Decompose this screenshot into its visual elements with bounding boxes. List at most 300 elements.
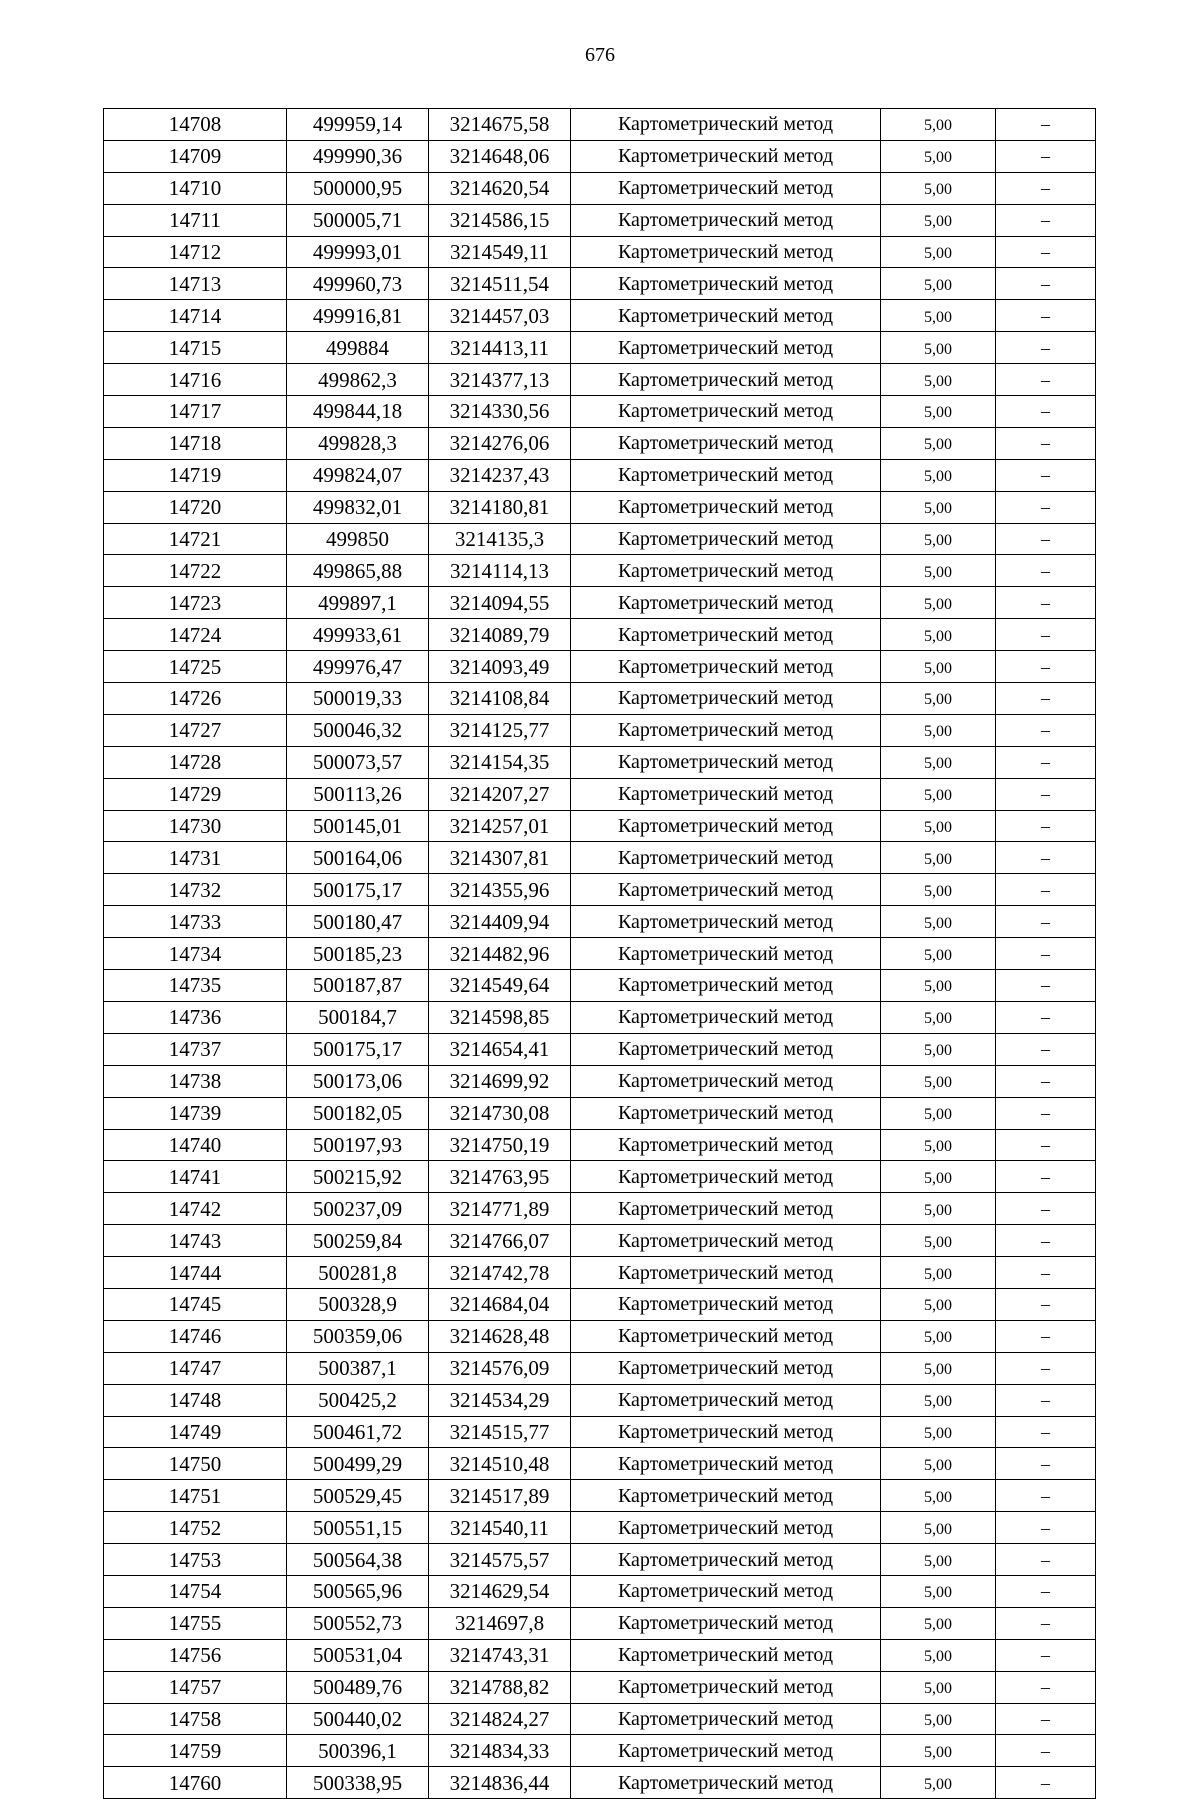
method-cell: Картометрический метод <box>571 1001 881 1033</box>
note-cell: – <box>996 332 1096 364</box>
y-coordinate-cell: 3214515,77 <box>429 1416 571 1448</box>
y-coordinate-cell: 3214763,95 <box>429 1161 571 1193</box>
x-coordinate-cell: 500019,33 <box>287 683 429 715</box>
accuracy-cell: 5,00 <box>881 1512 996 1544</box>
table-row <box>104 1033 1096 1065</box>
x-coordinate-cell: 499993,01 <box>287 236 429 268</box>
method-cell: Картометрический метод <box>571 300 881 332</box>
method-cell: Картометрический метод <box>571 1352 881 1384</box>
note-cell: – <box>996 1288 1096 1320</box>
y-coordinate-cell: 3214836,44 <box>429 1767 571 1799</box>
point-number-cell: 14744 <box>104 1257 287 1289</box>
accuracy-cell: 5,00 <box>881 491 996 523</box>
x-coordinate-cell: 500175,17 <box>287 874 429 906</box>
method-cell: Картометрический метод <box>571 778 881 810</box>
note-cell: – <box>996 651 1096 683</box>
point-number-cell: 14730 <box>104 810 287 842</box>
point-number-cell: 14749 <box>104 1416 287 1448</box>
table-row <box>104 1065 1096 1097</box>
note-cell: – <box>996 587 1096 619</box>
note-cell: – <box>996 523 1096 555</box>
y-coordinate-cell: 3214824,27 <box>429 1703 571 1735</box>
x-coordinate-cell: 500425,2 <box>287 1384 429 1416</box>
note-cell: – <box>996 268 1096 300</box>
y-coordinate-cell: 3214549,64 <box>429 970 571 1002</box>
note-cell: – <box>996 1767 1096 1799</box>
method-cell: Картометрический метод <box>571 1575 881 1607</box>
x-coordinate-cell: 500489,76 <box>287 1671 429 1703</box>
x-coordinate-cell: 499844,18 <box>287 396 429 428</box>
note-cell: – <box>996 1575 1096 1607</box>
y-coordinate-cell: 3214598,85 <box>429 1001 571 1033</box>
note-cell: – <box>996 1384 1096 1416</box>
point-number-cell: 14735 <box>104 970 287 1002</box>
note-cell: – <box>996 1448 1096 1480</box>
y-coordinate-cell: 3214135,3 <box>429 523 571 555</box>
note-cell: – <box>996 1257 1096 1289</box>
x-coordinate-cell: 500338,95 <box>287 1767 429 1799</box>
method-cell: Картометрический метод <box>571 1703 881 1735</box>
method-cell: Картометрический метод <box>571 1480 881 1512</box>
y-coordinate-cell: 3214409,94 <box>429 906 571 938</box>
point-number-cell: 14745 <box>104 1288 287 1320</box>
method-cell: Картометрический метод <box>571 587 881 619</box>
x-coordinate-cell: 500551,15 <box>287 1512 429 1544</box>
y-coordinate-cell: 3214094,55 <box>429 587 571 619</box>
note-cell: – <box>996 714 1096 746</box>
note-cell: – <box>996 364 1096 396</box>
note-cell: – <box>996 683 1096 715</box>
accuracy-cell: 5,00 <box>881 300 996 332</box>
point-number-cell: 14751 <box>104 1480 287 1512</box>
note-cell: – <box>996 140 1096 172</box>
x-coordinate-cell: 500281,8 <box>287 1257 429 1289</box>
accuracy-cell: 5,00 <box>881 1161 996 1193</box>
method-cell: Картометрический метод <box>571 714 881 746</box>
x-coordinate-cell: 499884 <box>287 332 429 364</box>
table-row <box>104 1320 1096 1352</box>
point-number-cell: 14721 <box>104 523 287 555</box>
table-row <box>104 1607 1096 1639</box>
point-number-cell: 14726 <box>104 683 287 715</box>
x-coordinate-cell: 500175,17 <box>287 1033 429 1065</box>
point-number-cell: 14759 <box>104 1735 287 1767</box>
note-cell: – <box>996 1607 1096 1639</box>
point-number-cell: 14727 <box>104 714 287 746</box>
table-row <box>104 842 1096 874</box>
y-coordinate-cell: 3214510,48 <box>429 1448 571 1480</box>
method-cell: Картометрический метод <box>571 1639 881 1671</box>
point-number-cell: 14711 <box>104 204 287 236</box>
y-coordinate-cell: 3214629,54 <box>429 1575 571 1607</box>
x-coordinate-cell: 500259,84 <box>287 1225 429 1257</box>
method-cell: Картометрический метод <box>571 842 881 874</box>
note-cell: – <box>996 1352 1096 1384</box>
accuracy-cell: 5,00 <box>881 1352 996 1384</box>
note-cell: – <box>996 172 1096 204</box>
x-coordinate-cell: 500565,96 <box>287 1575 429 1607</box>
method-cell: Картометрический метод <box>571 1544 881 1576</box>
accuracy-cell: 5,00 <box>881 523 996 555</box>
table-row <box>104 1703 1096 1735</box>
y-coordinate-cell: 3214684,04 <box>429 1288 571 1320</box>
y-coordinate-cell: 3214330,56 <box>429 396 571 428</box>
point-number-cell: 14724 <box>104 619 287 651</box>
accuracy-cell: 5,00 <box>881 714 996 746</box>
point-number-cell: 14716 <box>104 364 287 396</box>
table-row <box>104 906 1096 938</box>
point-number-cell: 14752 <box>104 1512 287 1544</box>
table-row <box>104 1257 1096 1289</box>
x-coordinate-cell: 500046,32 <box>287 714 429 746</box>
point-number-cell: 14713 <box>104 268 287 300</box>
table-row <box>104 778 1096 810</box>
accuracy-cell: 5,00 <box>881 1001 996 1033</box>
method-cell: Картометрический метод <box>571 1225 881 1257</box>
method-cell: Картометрический метод <box>571 906 881 938</box>
note-cell: – <box>996 746 1096 778</box>
accuracy-cell: 5,00 <box>881 1639 996 1671</box>
y-coordinate-cell: 3214511,54 <box>429 268 571 300</box>
table-row <box>104 1288 1096 1320</box>
accuracy-cell: 5,00 <box>881 1575 996 1607</box>
x-coordinate-cell: 499959,14 <box>287 109 429 141</box>
method-cell: Картометрический метод <box>571 1735 881 1767</box>
y-coordinate-cell: 3214413,11 <box>429 332 571 364</box>
accuracy-cell: 5,00 <box>881 364 996 396</box>
point-number-cell: 14750 <box>104 1448 287 1480</box>
point-number-cell: 14747 <box>104 1352 287 1384</box>
x-coordinate-cell: 500461,72 <box>287 1416 429 1448</box>
accuracy-cell: 5,00 <box>881 1288 996 1320</box>
x-coordinate-cell: 500440,02 <box>287 1703 429 1735</box>
x-coordinate-cell: 500187,87 <box>287 970 429 1002</box>
accuracy-cell: 5,00 <box>881 938 996 970</box>
y-coordinate-cell: 3214093,49 <box>429 651 571 683</box>
y-coordinate-cell: 3214699,92 <box>429 1065 571 1097</box>
table-row <box>104 1352 1096 1384</box>
y-coordinate-cell: 3214482,96 <box>429 938 571 970</box>
x-coordinate-cell: 500173,06 <box>287 1065 429 1097</box>
note-cell: – <box>996 906 1096 938</box>
point-number-cell: 14736 <box>104 1001 287 1033</box>
accuracy-cell: 5,00 <box>881 204 996 236</box>
accuracy-cell: 5,00 <box>881 651 996 683</box>
method-cell: Картометрический метод <box>571 1512 881 1544</box>
table-row <box>104 1161 1096 1193</box>
accuracy-cell: 5,00 <box>881 810 996 842</box>
table-row <box>104 523 1096 555</box>
note-cell: – <box>996 874 1096 906</box>
note-cell: – <box>996 938 1096 970</box>
table-row <box>104 1575 1096 1607</box>
point-number-cell: 14755 <box>104 1607 287 1639</box>
note-cell: – <box>996 1544 1096 1576</box>
coordinates-table <box>103 108 1096 1799</box>
x-coordinate-cell: 500145,01 <box>287 810 429 842</box>
note-cell: – <box>996 1480 1096 1512</box>
accuracy-cell: 5,00 <box>881 332 996 364</box>
x-coordinate-cell: 500215,92 <box>287 1161 429 1193</box>
method-cell: Картометрический метод <box>571 396 881 428</box>
method-cell: Картометрический метод <box>571 1288 881 1320</box>
accuracy-cell: 5,00 <box>881 1544 996 1576</box>
note-cell: – <box>996 1416 1096 1448</box>
y-coordinate-cell: 3214307,81 <box>429 842 571 874</box>
table-row <box>104 714 1096 746</box>
x-coordinate-cell: 500499,29 <box>287 1448 429 1480</box>
x-coordinate-cell: 500113,26 <box>287 778 429 810</box>
y-coordinate-cell: 3214237,43 <box>429 459 571 491</box>
table-row <box>104 874 1096 906</box>
table-row <box>104 109 1096 141</box>
method-cell: Картометрический метод <box>571 459 881 491</box>
y-coordinate-cell: 3214730,08 <box>429 1097 571 1129</box>
method-cell: Картометрический метод <box>571 1384 881 1416</box>
method-cell: Картометрический метод <box>571 172 881 204</box>
y-coordinate-cell: 3214788,82 <box>429 1671 571 1703</box>
method-cell: Картометрический метод <box>571 1320 881 1352</box>
accuracy-cell: 5,00 <box>881 555 996 587</box>
accuracy-cell: 5,00 <box>881 427 996 459</box>
note-cell: – <box>996 970 1096 1002</box>
x-coordinate-cell: 500531,04 <box>287 1639 429 1671</box>
point-number-cell: 14718 <box>104 427 287 459</box>
y-coordinate-cell: 3214834,33 <box>429 1735 571 1767</box>
method-cell: Картометрический метод <box>571 332 881 364</box>
table-row <box>104 396 1096 428</box>
accuracy-cell: 5,00 <box>881 1767 996 1799</box>
method-cell: Картометрический метод <box>571 1161 881 1193</box>
accuracy-cell: 5,00 <box>881 874 996 906</box>
x-coordinate-cell: 500073,57 <box>287 746 429 778</box>
x-coordinate-cell: 499828,3 <box>287 427 429 459</box>
point-number-cell: 14719 <box>104 459 287 491</box>
table-row <box>104 332 1096 364</box>
x-coordinate-cell: 499862,3 <box>287 364 429 396</box>
accuracy-cell: 5,00 <box>881 140 996 172</box>
x-coordinate-cell: 500328,9 <box>287 1288 429 1320</box>
table-row <box>104 459 1096 491</box>
point-number-cell: 14720 <box>104 491 287 523</box>
note-cell: – <box>996 619 1096 651</box>
method-cell: Картометрический метод <box>571 204 881 236</box>
note-cell: – <box>996 1097 1096 1129</box>
point-number-cell: 14737 <box>104 1033 287 1065</box>
note-cell: – <box>996 778 1096 810</box>
accuracy-cell: 5,00 <box>881 587 996 619</box>
coordinates-table-body <box>104 109 1096 1799</box>
method-cell: Картометрический метод <box>571 1257 881 1289</box>
method-cell: Картометрический метод <box>571 810 881 842</box>
method-cell: Картометрический метод <box>571 555 881 587</box>
point-number-cell: 14742 <box>104 1193 287 1225</box>
point-number-cell: 14714 <box>104 300 287 332</box>
note-cell: – <box>996 555 1096 587</box>
accuracy-cell: 5,00 <box>881 109 996 141</box>
note-cell: – <box>996 1639 1096 1671</box>
table-row <box>104 1193 1096 1225</box>
y-coordinate-cell: 3214620,54 <box>429 172 571 204</box>
table-row <box>104 651 1096 683</box>
note-cell: – <box>996 1161 1096 1193</box>
y-coordinate-cell: 3214355,96 <box>429 874 571 906</box>
x-coordinate-cell: 500197,93 <box>287 1129 429 1161</box>
method-cell: Картометрический метод <box>571 1767 881 1799</box>
x-coordinate-cell: 499832,01 <box>287 491 429 523</box>
table-row <box>104 1480 1096 1512</box>
method-cell: Картометрический метод <box>571 746 881 778</box>
point-number-cell: 14710 <box>104 172 287 204</box>
point-number-cell: 14758 <box>104 1703 287 1735</box>
note-cell: – <box>996 491 1096 523</box>
note-cell: – <box>996 1065 1096 1097</box>
y-coordinate-cell: 3214743,31 <box>429 1639 571 1671</box>
accuracy-cell: 5,00 <box>881 1671 996 1703</box>
x-coordinate-cell: 500180,47 <box>287 906 429 938</box>
x-coordinate-cell: 500184,7 <box>287 1001 429 1033</box>
note-cell: – <box>996 236 1096 268</box>
method-cell: Картометрический метод <box>571 683 881 715</box>
y-coordinate-cell: 3214089,79 <box>429 619 571 651</box>
method-cell: Картометрический метод <box>571 1033 881 1065</box>
note-cell: – <box>996 1225 1096 1257</box>
accuracy-cell: 5,00 <box>881 1607 996 1639</box>
point-number-cell: 14757 <box>104 1671 287 1703</box>
point-number-cell: 14741 <box>104 1161 287 1193</box>
table-row <box>104 1384 1096 1416</box>
x-coordinate-cell: 499976,47 <box>287 651 429 683</box>
table-row <box>104 364 1096 396</box>
point-number-cell: 14740 <box>104 1129 287 1161</box>
point-number-cell: 14728 <box>104 746 287 778</box>
y-coordinate-cell: 3214575,57 <box>429 1544 571 1576</box>
note-cell: – <box>996 1735 1096 1767</box>
note-cell: – <box>996 109 1096 141</box>
note-cell: – <box>996 1320 1096 1352</box>
method-cell: Картометрический метод <box>571 619 881 651</box>
x-coordinate-cell: 500564,38 <box>287 1544 429 1576</box>
accuracy-cell: 5,00 <box>881 683 996 715</box>
point-number-cell: 14709 <box>104 140 287 172</box>
accuracy-cell: 5,00 <box>881 778 996 810</box>
y-coordinate-cell: 3214766,07 <box>429 1225 571 1257</box>
method-cell: Картометрический метод <box>571 970 881 1002</box>
point-number-cell: 14756 <box>104 1639 287 1671</box>
accuracy-cell: 5,00 <box>881 1320 996 1352</box>
method-cell: Картометрический метод <box>571 1416 881 1448</box>
method-cell: Картометрический метод <box>571 1065 881 1097</box>
x-coordinate-cell: 500000,95 <box>287 172 429 204</box>
table-row <box>104 427 1096 459</box>
table-row <box>104 555 1096 587</box>
table-row <box>104 1416 1096 1448</box>
y-coordinate-cell: 3214540,11 <box>429 1512 571 1544</box>
note-cell: – <box>996 1001 1096 1033</box>
x-coordinate-cell: 499824,07 <box>287 459 429 491</box>
method-cell: Картометрический метод <box>571 651 881 683</box>
x-coordinate-cell: 500387,1 <box>287 1352 429 1384</box>
point-number-cell: 14753 <box>104 1544 287 1576</box>
method-cell: Картометрический метод <box>571 364 881 396</box>
page-number: 676 <box>585 44 615 66</box>
note-cell: – <box>996 459 1096 491</box>
table-row <box>104 236 1096 268</box>
y-coordinate-cell: 3214586,15 <box>429 204 571 236</box>
table-row <box>104 140 1096 172</box>
table-row <box>104 683 1096 715</box>
y-coordinate-cell: 3214108,84 <box>429 683 571 715</box>
y-coordinate-cell: 3214125,77 <box>429 714 571 746</box>
method-cell: Картометрический метод <box>571 523 881 555</box>
note-cell: – <box>996 842 1096 874</box>
y-coordinate-cell: 3214457,03 <box>429 300 571 332</box>
y-coordinate-cell: 3214549,11 <box>429 236 571 268</box>
accuracy-cell: 5,00 <box>881 172 996 204</box>
x-coordinate-cell: 499865,88 <box>287 555 429 587</box>
accuracy-cell: 5,00 <box>881 1257 996 1289</box>
y-coordinate-cell: 3214654,41 <box>429 1033 571 1065</box>
y-coordinate-cell: 3214648,06 <box>429 140 571 172</box>
table-row <box>104 619 1096 651</box>
y-coordinate-cell: 3214257,01 <box>429 810 571 842</box>
y-coordinate-cell: 3214534,29 <box>429 1384 571 1416</box>
note-cell: – <box>996 427 1096 459</box>
point-number-cell: 14732 <box>104 874 287 906</box>
table-row <box>104 491 1096 523</box>
method-cell: Картометрический метод <box>571 938 881 970</box>
method-cell: Картометрический метод <box>571 140 881 172</box>
table-row <box>104 970 1096 1002</box>
y-coordinate-cell: 3214517,89 <box>429 1480 571 1512</box>
table-row <box>104 938 1096 970</box>
note-cell: – <box>996 1512 1096 1544</box>
point-number-cell: 14760 <box>104 1767 287 1799</box>
x-coordinate-cell: 499933,61 <box>287 619 429 651</box>
table-row <box>104 1671 1096 1703</box>
accuracy-cell: 5,00 <box>881 1033 996 1065</box>
y-coordinate-cell: 3214697,8 <box>429 1607 571 1639</box>
y-coordinate-cell: 3214276,06 <box>429 427 571 459</box>
method-cell: Картометрический метод <box>571 491 881 523</box>
table-row <box>104 1735 1096 1767</box>
accuracy-cell: 5,00 <box>881 906 996 938</box>
accuracy-cell: 5,00 <box>881 619 996 651</box>
y-coordinate-cell: 3214154,35 <box>429 746 571 778</box>
y-coordinate-cell: 3214207,27 <box>429 778 571 810</box>
accuracy-cell: 5,00 <box>881 1735 996 1767</box>
method-cell: Картометрический метод <box>571 1671 881 1703</box>
note-cell: – <box>996 1129 1096 1161</box>
table-row <box>104 1767 1096 1799</box>
note-cell: – <box>996 1703 1096 1735</box>
method-cell: Картометрический метод <box>571 427 881 459</box>
method-cell: Картометрический метод <box>571 1607 881 1639</box>
y-coordinate-cell: 3214750,19 <box>429 1129 571 1161</box>
x-coordinate-cell: 500005,71 <box>287 204 429 236</box>
accuracy-cell: 5,00 <box>881 1065 996 1097</box>
method-cell: Картометрический метод <box>571 268 881 300</box>
x-coordinate-cell: 499850 <box>287 523 429 555</box>
point-number-cell: 14715 <box>104 332 287 364</box>
y-coordinate-cell: 3214675,58 <box>429 109 571 141</box>
table-row <box>104 746 1096 778</box>
note-cell: – <box>996 300 1096 332</box>
accuracy-cell: 5,00 <box>881 1416 996 1448</box>
point-number-cell: 14748 <box>104 1384 287 1416</box>
accuracy-cell: 5,00 <box>881 396 996 428</box>
accuracy-cell: 5,00 <box>881 236 996 268</box>
